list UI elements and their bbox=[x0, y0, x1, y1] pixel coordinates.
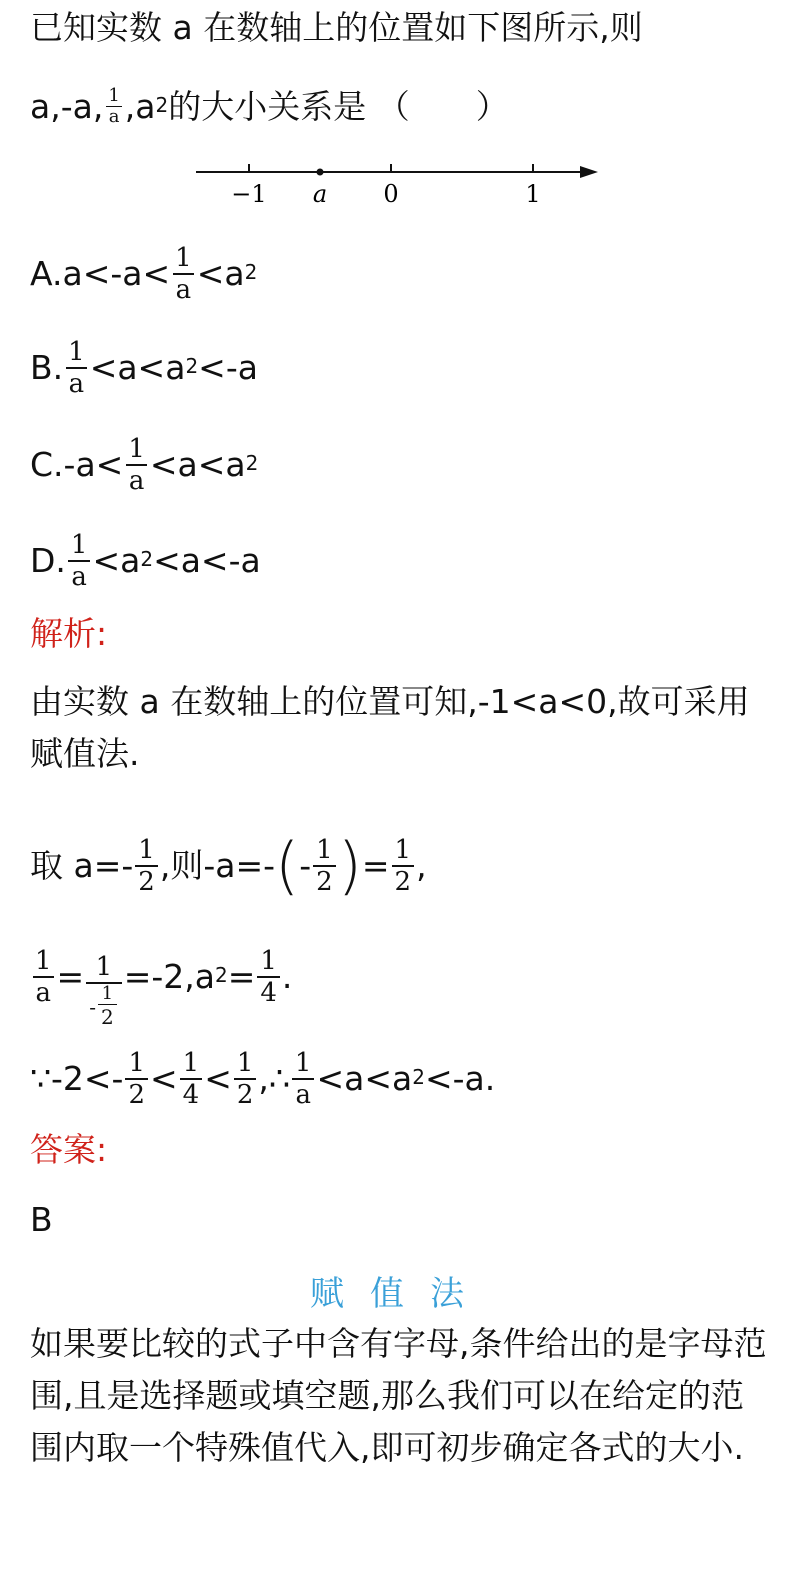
fraction-one-quarter: $\frac{1}{4}$ bbox=[180, 1048, 203, 1110]
answer-value: B bbox=[30, 1200, 53, 1239]
analysis-line-substitute: 取 a=- $\frac{1}{2}$ ,则-a=- ( - $\frac{1}{2}$ ) = $\frac{1}{2}$ , bbox=[30, 829, 427, 902]
fraction-one-over-a: $\frac{1}{a}$ bbox=[125, 434, 148, 496]
fraction-one-over-neg-half: 1 - $\frac{1}{2}$ bbox=[86, 952, 122, 1029]
analysis-line-reciprocal: $\frac{1}{a}$ = 1 - $\frac{1}{2}$ =-2,a $^2$ = $\frac{1}{4}$ . bbox=[30, 924, 292, 1029]
number-line bbox=[190, 150, 610, 210]
fraction-one-half: $\frac{1}{2}$ bbox=[392, 835, 415, 897]
fraction-one-over-a: $\frac{1}{a}$ bbox=[172, 243, 195, 305]
fraction-one-over-a: $\frac{1}{a}$ bbox=[292, 1048, 315, 1110]
analysis-line-conclusion: ∵-2<- $\frac{1}{2}$ < $\frac{1}{4}$ < $\frac{1}{2}$ ,∴ $\frac{1}{a}$ <a<a $^2$ <-a. bbox=[30, 1048, 496, 1110]
option-c: C.-a< $\frac{1}{a}$ <a<a $^2$ bbox=[30, 434, 259, 496]
number-line-label: 1 bbox=[525, 180, 541, 208]
fraction-one-over-a: $\frac{1}{a}$ bbox=[32, 946, 55, 1008]
number-line-label: 0 bbox=[383, 180, 399, 208]
fraction-one-half: $\frac{1}{2}$ bbox=[234, 1048, 257, 1110]
number-line-point-a bbox=[317, 169, 324, 176]
analysis-paragraph: 由实数 a 在数轴上的位置可知,-1<a<0,故可采用赋值法. bbox=[30, 682, 750, 773]
number-line-label: a bbox=[312, 180, 328, 208]
fraction-one-over-a: $\frac{1}{a}$ bbox=[105, 86, 122, 127]
fraction-one-half: $\frac{1}{2}$ bbox=[135, 835, 158, 897]
number-line-label: −1 bbox=[231, 180, 267, 208]
analysis-label: 解析: bbox=[30, 614, 108, 653]
answer-label: 答案: bbox=[30, 1130, 108, 1169]
fraction-one-half: $\frac{1}{2}$ bbox=[98, 984, 117, 1029]
method-paragraph: 如果要比较的式子中含有字母,条件给出的是字母范围,且是选择题或填空题,那么我们可以在给定的范围内取一个特殊值代入,即可初步确定各式的大小. bbox=[30, 1324, 767, 1467]
fraction-one-over-a: $\frac{1}{a}$ bbox=[68, 530, 91, 592]
question-line-1: 已知实数 a 在数轴上的位置如下图所示,则 bbox=[30, 8, 643, 47]
fraction-one-half: $\frac{1}{2}$ bbox=[313, 835, 336, 897]
option-a: A.a<-a< $\frac{1}{a}$ <a $^2$ bbox=[30, 243, 258, 305]
option-b: B. $\frac{1}{a}$ <a<a $^2$ <-a bbox=[30, 337, 258, 399]
question-line-2: a,-a, $\frac{1}{a}$ ,a $^2$ 的大小关系是 （ ） bbox=[30, 85, 509, 127]
fraction-one-over-a: $\frac{1}{a}$ bbox=[65, 337, 88, 399]
option-d: D. $\frac{1}{a}$ <a $^2$ <a<-a bbox=[30, 530, 261, 592]
fraction-one-half: $\frac{1}{2}$ bbox=[125, 1048, 148, 1110]
fraction-one-quarter: $\frac{1}{4}$ bbox=[257, 946, 280, 1008]
method-title: 赋值法 bbox=[310, 1274, 490, 1314]
